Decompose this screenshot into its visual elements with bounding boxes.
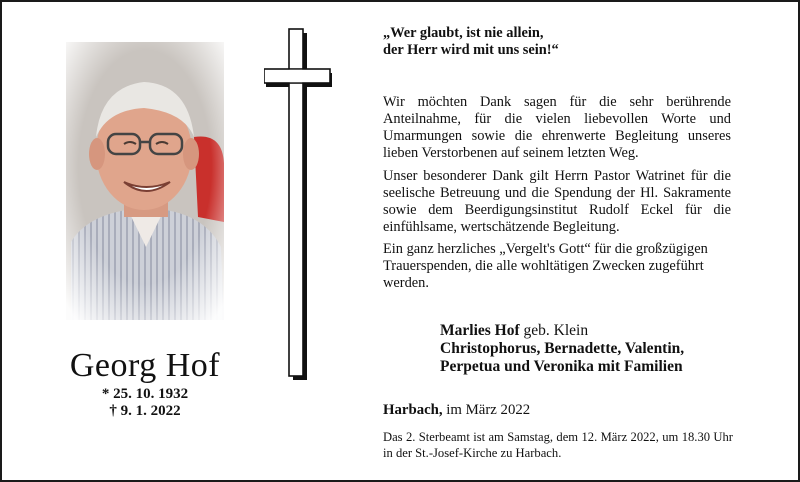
thanks-paragraph: Ein ganz herzliches „Vergelt's Gott“ für die großzügigen Trauerspenden, die alle wohltätigen Zwecken zugeführt werden. xyxy=(383,241,708,291)
signature-block xyxy=(440,322,760,376)
birth-date: * 25. 10. 1932 xyxy=(101,386,189,402)
thanks-paragraph: Wir möchten Dank sagen für die sehr berührende Anteilnahme, für die vielen liebevollen Worte und Umarmungen sowie die ehrenwerte Begleitung unseres lieben Verstorbenen auf seinem letzten Weg. xyxy=(383,94,731,161)
signature-line xyxy=(440,322,760,340)
issue-date: im März 2022 xyxy=(442,402,531,418)
deceased-name: Georg Hof xyxy=(69,347,221,384)
place-date xyxy=(383,401,530,419)
death-date: † 9. 1. 2022 xyxy=(109,403,181,419)
memorial-mass-note: Das 2. Sterbeamt ist am Samstag, dem 12. März 2022, um 18.30 Uhr in der St.-Josef-Kirche zu Harbach. xyxy=(383,430,733,460)
thanks-paragraph: Unser besonderer Dank gilt Herrn Pastor Watrinet für die seelische Betreuung und die Spendung der Hl. Sakramente sowie dem Beerdigungsinstitut Rudolf Eckel für die einfühlsame, wertschätzende Begleitung. xyxy=(383,168,731,235)
cross-icon xyxy=(264,28,334,382)
quote-line-1: „Wer glaubt, ist nie allein, xyxy=(383,25,544,41)
maiden-name: geb. Klein xyxy=(519,322,589,339)
portrait-photo xyxy=(66,42,224,320)
quote-line-2: der Herr wird mit uns sein!“ xyxy=(383,42,559,58)
place-name: Harbach, xyxy=(383,402,443,418)
signature-line: Christophorus, Bernadette, Valentin, xyxy=(440,340,685,357)
signature-line: Perpetua und Veronika mit Familien xyxy=(440,358,683,375)
widow-name: Marlies Hof xyxy=(440,322,520,339)
bible-quote xyxy=(383,25,731,59)
portrait-illustration xyxy=(66,42,224,320)
